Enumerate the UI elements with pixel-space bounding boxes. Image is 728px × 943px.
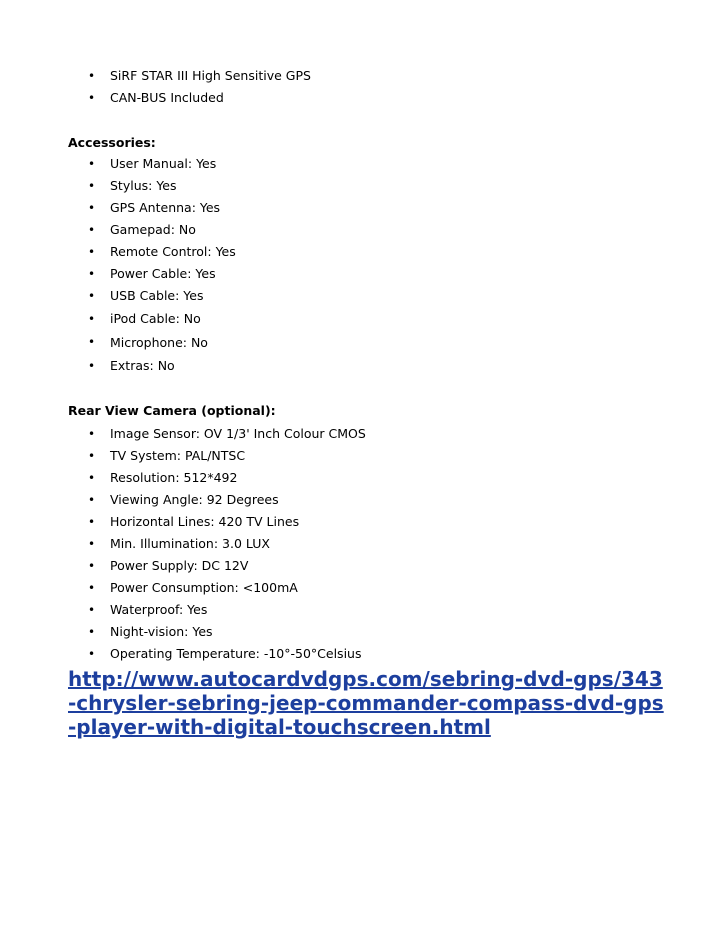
bullet-icon: • — [88, 359, 96, 373]
list-item: • Power Consumption: <100mA — [0, 577, 728, 599]
list-item: • Image Sensor: OV 1/3' Inch Colour CMOS — [0, 423, 728, 445]
camera-heading: Rear View Camera (optional): — [68, 403, 276, 418]
bullet-icon: • — [88, 537, 96, 551]
camera-list — [0, 423, 728, 665]
features-list — [0, 65, 728, 109]
bullet-icon: • — [88, 493, 96, 507]
bullet-icon: • — [88, 201, 96, 215]
list-item: • Horizontal Lines: 420 TV Lines — [0, 511, 728, 533]
list-item: • Power Cable: Yes — [0, 263, 728, 285]
list-item: • Gamepad: No — [0, 219, 728, 241]
bullet-icon: • — [88, 647, 96, 661]
bullet-icon: • — [88, 245, 96, 259]
list-item: • Resolution: 512*492 — [0, 467, 728, 489]
bullet-icon: • — [88, 312, 96, 326]
list-item: • SiRF STAR III High Sensitive GPS — [0, 65, 728, 87]
accessories-heading: Accessories: — [68, 135, 156, 150]
bullet-icon: • — [88, 581, 96, 595]
bullet-icon: • — [88, 289, 96, 303]
list-item: • iPod Cable: No — [0, 307, 728, 331]
list-item: • Microphone: No — [0, 331, 728, 354]
list-item: • Viewing Angle: 92 Degrees — [0, 489, 728, 511]
bullet-icon: • — [88, 603, 96, 617]
list-item: • Waterproof: Yes — [0, 599, 728, 621]
list-item: • Remote Control: Yes — [0, 241, 728, 263]
bullet-icon: • — [88, 179, 96, 193]
bullet-icon: • — [88, 267, 96, 281]
accessories-list-block — [0, 153, 728, 378]
list-item: • Extras: No — [0, 354, 728, 378]
camera-list-block — [0, 423, 728, 665]
list-item: • CAN-BUS Included — [0, 87, 728, 109]
list-item: • Stylus: Yes — [0, 175, 728, 197]
bullet-icon: • — [88, 157, 96, 171]
features-list-block — [0, 65, 728, 109]
bullet-icon: • — [88, 559, 96, 573]
bullet-icon: • — [88, 625, 96, 639]
list-item: • GPS Antenna: Yes — [0, 197, 728, 219]
list-item: • USB Cable: Yes — [0, 285, 728, 307]
list-item: • TV System: PAL/NTSC — [0, 445, 728, 467]
list-item: • Night-vision: Yes — [0, 621, 728, 643]
bullet-icon: • — [88, 427, 96, 441]
bullet-icon: • — [88, 69, 96, 83]
list-item: • Power Supply: DC 12V — [0, 555, 728, 577]
product-link[interactable]: http://www.autocardvdgps.com/sebring-dvd-gps/343-chrysler-sebring-jeep-commander-compass-dvd-gps-player-with-digital-touchscreen.html — [68, 667, 664, 739]
bullet-icon: • — [88, 449, 96, 463]
bullet-icon: • — [88, 335, 96, 349]
bullet-icon: • — [88, 223, 96, 237]
bullet-icon: • — [88, 515, 96, 529]
list-item: • User Manual: Yes — [0, 153, 728, 175]
list-item: • Min. Illumination: 3.0 LUX — [0, 533, 728, 555]
bullet-icon: • — [88, 471, 96, 485]
accessories-list — [0, 153, 728, 378]
bullet-icon: • — [88, 91, 96, 105]
list-item: • Operating Temperature: -10°-50°Celsius — [0, 643, 728, 665]
